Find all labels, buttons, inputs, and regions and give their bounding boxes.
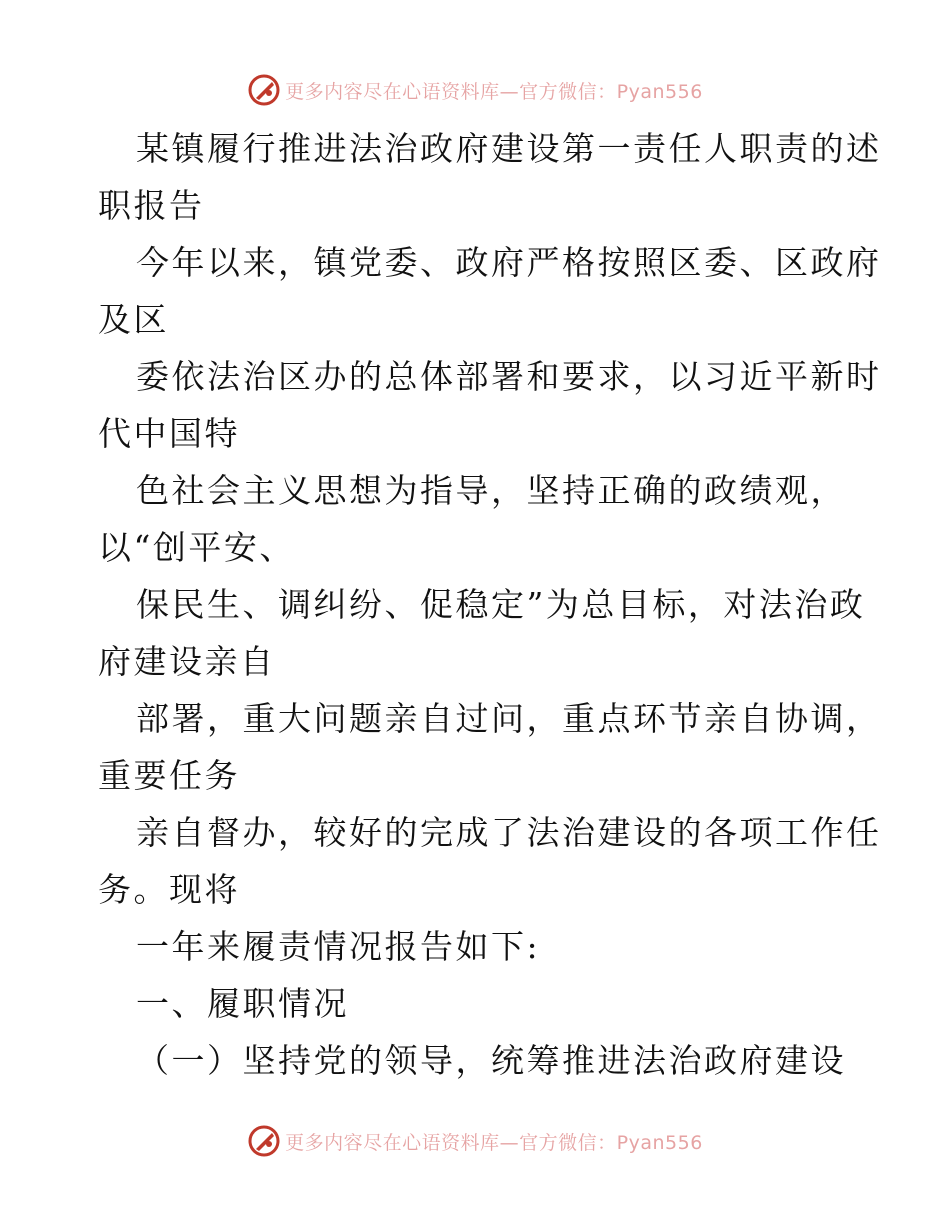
subsection-heading-1: （一）坚持党的领导，统筹推进法治政府建设: [136, 1041, 846, 1080]
doc-line-8: 以“创平安、: [98, 528, 295, 567]
header-watermark-banner: [0, 70, 950, 110]
doc-line-4: 及区: [98, 300, 169, 339]
doc-line-7: 色社会主义思想为指导，坚持正确的政绩观，: [136, 471, 846, 510]
doc-line-9: 保民生、调纠纷、促稳定”为总目标，对法治政: [136, 585, 866, 624]
doc-line-5: 委依法治区办的总体部署和要求，以习近平新时: [136, 357, 882, 396]
doc-line-13: 亲自督办，较好的完成了法治建设的各项工作任: [136, 813, 882, 852]
doc-line-10: 府建设亲自: [98, 642, 276, 681]
red-quill-seal-icon: [247, 73, 281, 107]
document-body: [98, 120, 882, 1089]
doc-line-11: 部署，重大问题亲自过问，重点环节亲自协调，: [136, 699, 882, 738]
doc-line-12: 重要任务: [98, 756, 240, 795]
doc-line-3: 今年以来，镇党委、政府严格按照区委、区政府: [136, 243, 882, 282]
doc-line-2: 职报告: [98, 186, 205, 225]
footer-watermark-banner: [0, 1121, 950, 1161]
doc-line-15: 一年来履责情况报告如下:: [136, 927, 541, 966]
doc-line-1: 某镇履行推进法治政府建设第一责任人职责的述: [136, 129, 882, 168]
doc-line-6: 代中国特: [98, 414, 240, 453]
doc-line-14: 务。现将: [98, 870, 240, 909]
red-quill-seal-icon: [247, 1124, 281, 1158]
header-banner-text: 更多内容尽在心语资料库—官方微信：Pyan556: [285, 80, 703, 103]
section-heading-1: 一、履职情况: [136, 984, 349, 1023]
footer-banner-text: 更多内容尽在心语资料库—官方微信：Pyan556: [285, 1131, 703, 1154]
